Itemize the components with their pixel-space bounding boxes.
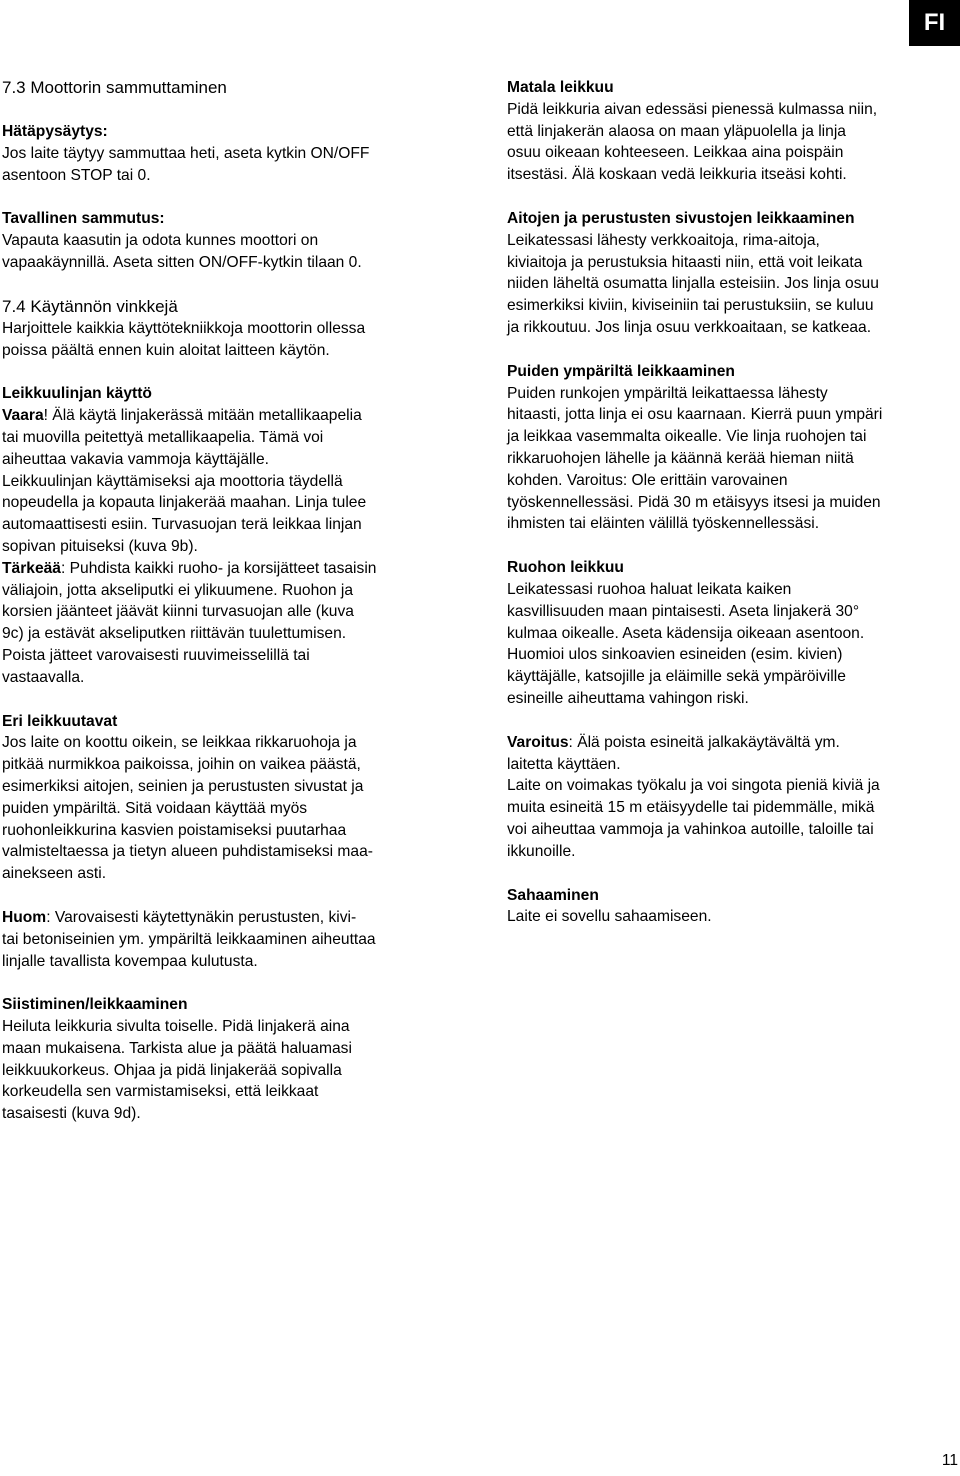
text-line: korkeudella sen varmistamiseksi, että leikkaat <box>2 1083 319 1101</box>
trimming-heading: Siistiminen/leikkaaminen <box>2 996 188 1014</box>
text-line: leikkuukorkeus. Ohjaa ja pidä linjakerää sopivalla <box>2 1061 342 1079</box>
trimming-text <box>2 1016 454 1125</box>
normal-stop-text <box>2 230 454 274</box>
text-line: Leikatessasi lähesty verkkoaitoja, rima-aitoja, <box>507 231 820 249</box>
text-line: Leikkuulinjan käyttämiseksi aja moottoria täydellä <box>2 472 343 490</box>
cutting-types-text <box>2 732 454 885</box>
page-number: 11 <box>941 1452 958 1469</box>
text-line: Laite on voimakas työkalu ja voi singota pieniä kiviä ja <box>507 777 880 795</box>
text-line: itsestäsi. Älä koskaan vedä leikkuria itseäsi kohti. <box>507 166 847 184</box>
emergency-stop-heading: Hätäpysäytys: <box>2 123 108 140</box>
text-line: aiheuttaa vakavia vammoja käyttäjälle. <box>2 450 269 468</box>
text-line: Vapauta kaasutin ja odota kunnes moottori on <box>2 232 319 250</box>
text-line: Laite ei sovellu sahaamiseen. <box>507 908 712 926</box>
text-line: ikkunoille. <box>507 842 576 860</box>
danger-label: Vaara <box>2 407 44 425</box>
text-line: vapaakäynnillä. Aseta sitten ON/OFF-kytkin tilaan 0. <box>2 253 362 271</box>
text-line: sopivan pituiseksi (kuva 9b). <box>2 537 198 555</box>
normal-stop-heading: Tavallinen sammutus: <box>2 210 165 228</box>
text-line: Jos laite on koottu oikein, se leikkaa rikkaruohoja ja <box>2 734 357 752</box>
text-line: hitaasti, jotta linja ei osu kaarnaan. Kierrä puun ympäri <box>507 406 883 424</box>
text-line: Huomioi ulos sinkoavien esineiden (esim. kivien) <box>507 646 843 664</box>
note-label: Huom <box>2 908 47 926</box>
text-line: nopeudella ja kopauta linjakerää maahan. Linja tulee <box>2 494 367 512</box>
text-line: ja rikkoutuu. Jos linja osuu verkkoaitaan, se katkeaa. <box>507 318 872 336</box>
text-line: puiden ympäriltä. Sitä voidaan käyttää myös <box>2 799 308 817</box>
fence-cut-text <box>507 230 959 339</box>
text-line: kulmaa oikealle. Aseta kädensija oikeaan asentoon. <box>507 624 865 642</box>
text-line: korsien jäänteet jäävät kiinni turvasuojan alle (kuva <box>2 603 354 621</box>
text-line: ihmisten tai eläinten välillä työskennellessäsi. <box>507 515 820 533</box>
text-line: ainekseen asti. <box>2 865 107 883</box>
right-column <box>507 77 959 928</box>
text-line: tai muovilla peitettyä metallikaapelia. Tämä voi <box>2 428 324 446</box>
text-line: käyttäjälle, katsojille ja eläimille sekä ympäröiville <box>507 668 846 686</box>
text-line: ruohonleikkurina kasvien poistamiseksi puutarhaa <box>2 821 347 839</box>
text-line: kohden. Varoitus: Ole erittäin varovainen <box>507 471 788 489</box>
cutting-types-heading: Eri leikkuutavat <box>2 712 118 730</box>
text-line: Puiden runkojen ympäriltä leikattaessa lähesty <box>507 384 828 402</box>
text-line: työskennellessäsi. Pidä 30 m etäisyys itsesi ja muiden <box>507 493 881 511</box>
text-line: maan mukaisena. Tarkista alue ja päätä haluamasi <box>2 1039 352 1057</box>
text-line: automaattisesti esiin. Turvasuojan terä leikkaa linjan <box>2 516 362 534</box>
text-line: väliajoin, jotta akseliputki ei ylikuumene. Ruohon ja <box>2 581 354 599</box>
text-line: poissa päältä ennen kuin aloitat laitteen käytön. <box>2 341 330 359</box>
cutting-line-text <box>2 405 454 688</box>
text-line: tasaisesti (kuva 9d). <box>2 1105 141 1123</box>
text-line: niiden läheltä osumatta linjalla esteisiin. Jos linja osuu <box>507 275 879 293</box>
sawing-heading: Sahaaminen <box>507 886 599 904</box>
note-text <box>2 907 454 972</box>
text-line: voi aiheuttaa vammoja ja vahinkoa autoille, taloille tai <box>507 820 874 838</box>
text-line: Tärkeää: Puhdista kaikki ruoho- ja korsijätteet tasaisin <box>2 559 377 577</box>
text-line: Varoitus: Älä poista esineitä jalkakäytävältä ym. <box>507 733 840 751</box>
text-line: kasvillisuuden maan pintaisesti. Aseta linjakerä 30° <box>507 602 860 620</box>
grass-cut-heading: Ruohon leikkuu <box>507 559 624 577</box>
text-line: vastaavalla. <box>2 668 85 686</box>
text-line: Poista jätteet varovaisesti ruuvimeisselillä tai <box>2 646 310 664</box>
text-line: Jos laite täytyy sammuttaa heti, aseta kytkin ON/OFF <box>2 144 370 162</box>
text-line: linjalle tavallista kovempaa kulutusta. <box>2 952 258 970</box>
text-line: Harjoittele kaikkia käyttötekniikkoja moottorin ollessa <box>2 319 366 337</box>
text-line: rikkaruohojen lähelle ja käännä kerää hieman niitä <box>507 449 854 467</box>
important-label: Tärkeää <box>2 559 61 577</box>
text-line: Heiluta leikkuria sivulta toiselle. Pidä linjakerä aina <box>2 1018 350 1036</box>
text-line: kiviaitoja ja perustuksia hitaasti niin, että voit leikata <box>507 253 863 271</box>
text-line: että linjakerän alaosa on maan yläpuolella ja linja <box>507 122 846 140</box>
text-line: asentoon STOP tai 0. <box>2 166 151 184</box>
warning-text <box>507 732 959 863</box>
low-cut-text <box>507 99 959 186</box>
text-line: esineille aiheuttama vahingon riski. <box>507 689 749 707</box>
tree-cut-text <box>507 383 959 536</box>
text-line: esimerkiksi aitojen, seinien ja perustusten sivustat ja <box>2 777 364 795</box>
warning-label: Varoitus <box>507 733 569 751</box>
text-line: Leikatessasi ruohoa haluat leikata kaiken <box>507 580 792 598</box>
sawing-text <box>507 906 959 928</box>
language-badge: FI <box>909 0 960 46</box>
section-7-3-title: 7.3 Moottorin sammuttaminen <box>2 78 227 97</box>
grass-cut-text <box>507 579 959 710</box>
text-line: esimerkiksi kiviin, kiviseiniin tai perustuksiin, se kuluu <box>507 297 874 315</box>
text-line: Pidä leikkuria aivan edessäsi pienessä kulmassa niin, <box>507 100 878 118</box>
text-line: Vaara! Älä käytä linjakerässä mitään metallikaapelia <box>2 407 362 425</box>
fence-cut-heading: Aitojen ja perustusten sivustojen leikkaaminen <box>507 209 855 227</box>
left-column <box>2 77 454 1125</box>
cutting-line-heading: Leikkuulinjan käyttö <box>2 385 152 403</box>
text-line: osuu oikeaan kohteeseen. Leikkaa aina poispäin <box>507 144 844 162</box>
low-cut-heading: Matala leikkuu <box>507 79 614 96</box>
text-line: tai betoniseinien ym. ympäriltä leikkaaminen aiheuttaa <box>2 930 376 948</box>
emergency-stop-text <box>2 143 454 187</box>
tree-cut-heading: Puiden ympäriltä leikkaaminen <box>507 362 735 380</box>
text-line: muita esineitä 15 m etäisyydelle tai pidemmälle, mikä <box>507 799 875 817</box>
text-line: 9c) ja estävät akseliputken riittävän tuulettumisen. <box>2 625 347 643</box>
section-7-4-title: 7.4 Käytännön vinkkejä <box>2 296 178 316</box>
text-line: ja leikkaa vasemmalta oikealle. Vie linja ruohojen tai <box>507 428 867 446</box>
text-line: laitetta käyttäen. <box>507 755 621 773</box>
text-line: Huom: Varovaisesti käytettynäkin perustusten, kivi- <box>2 908 357 926</box>
text-line: valmisteltaessa ja tietyn alueen puhdistamiseksi maa- <box>2 843 373 861</box>
text-line: pitkää nurmikkoa paikoissa, joihin on vaikea päästä, <box>2 756 361 774</box>
section-7-4-text <box>2 318 454 362</box>
